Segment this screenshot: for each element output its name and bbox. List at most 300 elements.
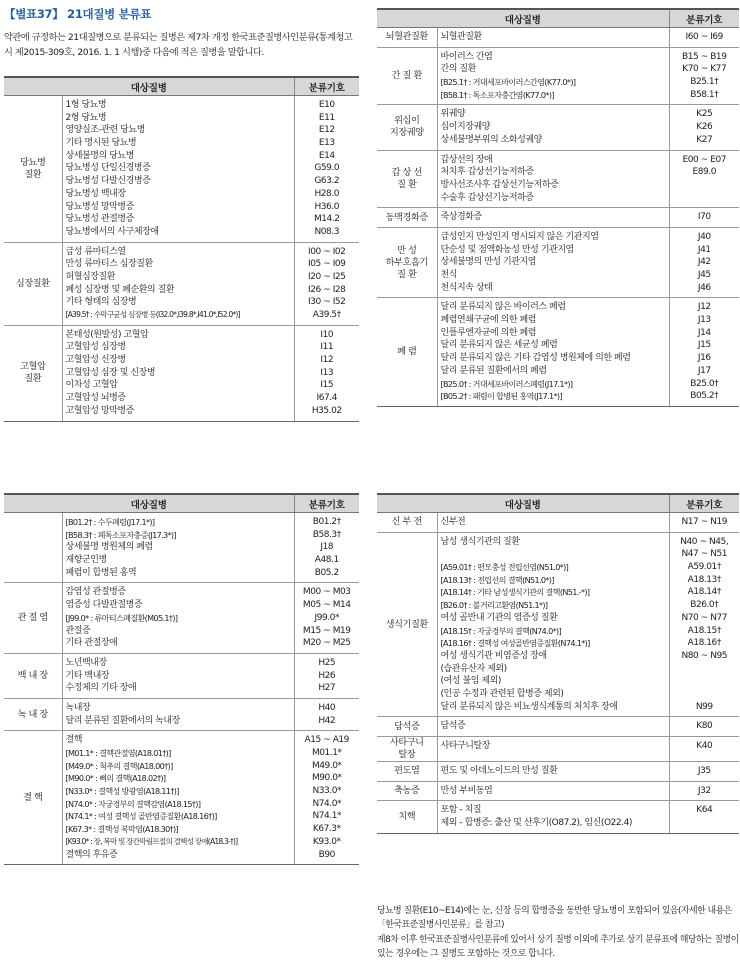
disease-name: 뇌혈관질환 [440,32,482,42]
header-row [377,9,739,28]
disease-name: [N74.1* : 여성 결핵성 골반염증질환(A18.16†)] [65,811,217,822]
header-row [4,494,359,513]
category-cell: 당뇨병 질환 [4,96,62,243]
header-disease: 대상질병 [377,9,669,28]
disease-name: [B01.2† : 수두폐렴(J17.1*)] [65,517,155,527]
code-value: J18 [320,542,334,553]
disease-name: 인플루엔자균에 의한 폐렴 [440,327,537,338]
code-value: I05 ~ I09 [308,259,346,270]
code-value: E12 [318,125,335,136]
disease-name: 갑상선의 장애 [440,154,493,165]
code-value: A59.01† [687,562,721,573]
disease-name: [A18.14† : 기타 남성생식기관의 결핵(N51.-*)] [440,587,590,598]
code-cell [294,242,359,325]
code-value: M90.0* [311,773,342,784]
code-value: I11 [320,342,334,353]
code-cell [294,96,359,243]
category-cell: 만 성 하부호흡기 질 환 [377,227,437,297]
code-value: H36.0 [314,201,340,212]
code-value: H27 [318,683,336,694]
group-row [4,96,359,243]
code-value: A18.15† [687,625,721,636]
disease-name: 달리 분류된 질환에서의 폐렴 [440,365,547,376]
code-value: I13 [320,367,334,378]
group-row [377,513,739,533]
disease-name: 위궤양 [440,109,466,120]
code-cell [669,28,739,48]
code-value: I00 ~ I02 [308,246,346,257]
disease-name: 여성 골반내 기관의 염증성 질환 [440,612,558,623]
disease-cell [437,513,669,533]
code-value: G59.0 [314,163,340,174]
code-value: J41 [697,244,711,255]
code-value: N99 [695,701,713,712]
table-top-left [4,76,359,422]
disease-name: 재향군인병 [65,555,107,566]
group-row [4,513,359,583]
code-cell [294,653,359,698]
disease-cell [437,762,669,782]
code-value: I67.4 [316,393,337,404]
disease-cell [62,325,294,421]
disease-name: 2형 당뇨병 [65,112,107,123]
code-value: K64 [696,805,713,816]
disease-name: 고혈압성 심장 및 신장병 [65,367,156,378]
code-cell [669,801,739,833]
category-cell: 갑 상 선 질 환 [377,150,437,208]
disease-name: [A39.5† : 수막구균성 심장병 등(I32.0*,I39.8*,I41.0*,I52.0*)] [65,310,240,319]
disease-name: 당뇨병에서의 사구체장애 [65,226,159,237]
group-row [377,298,739,407]
disease-name: [B58.3† : 폐톡소포자충증(J17.3*)] [65,529,176,540]
disease-name: [N74.0* : 자궁경부의 결핵감염(A18.15†)] [65,798,201,809]
code-value: I60 ~ I69 [685,32,723,42]
disease-name: 간의 질환 [440,64,476,75]
disease-name: 수정체의 기타 장애 [65,683,137,694]
code-cell [669,737,739,762]
code-value: J40 [697,231,711,242]
disease-name: 십이지장궤양 [440,122,490,133]
disease-name: 기타 형태의 심장병 [65,297,137,308]
disease-name: [A59.01† : 편모충성 전립선염(N51.0*)] [440,562,569,573]
code-cell [294,513,359,583]
header-code: 분류기호 [294,494,359,513]
footnote [377,904,739,962]
code-value: I70 [697,212,711,223]
header-code: 분류기호 [669,9,739,28]
code-value: N40 ~ N45, [680,536,729,547]
code-value: H35.02 [311,405,342,416]
group-row [377,208,739,228]
disease-name: 달리 분류된 질환에서의 녹내장 [65,715,180,726]
disease-name: 수술후 갑상선기능저하증 [440,192,534,203]
code-value: K26 [696,122,713,133]
disease-name: 사타구니탈장 [440,741,490,751]
annex-title: 【별표37】 21대질병 분류표 [4,7,152,21]
disease-name: 달리 분류되지 않은 비뇨생식계통의 처치후 장애 [440,701,618,712]
disease-name: 포함 - 치질 [440,805,482,816]
code-value: B58.1† [690,89,719,100]
footnote-text: 당뇨병 질환(E10~E14)에는 눈, 신장 등의 합병증을 동반한 당뇨병이 포함되어 있음(자세한 내용은「한국표준질병사인분류」를 참고) 제8차 이후 한국표준질병사인분류에 있어서 상기 질병 이외에 추가로 상기 분류표에 해당하는 질병이 있는 경우에는 그 질병도 포함하는 것으로 합니다. [377,906,739,960]
disease-name: 결핵의 후유증 [65,849,118,860]
code-cell [669,105,739,150]
code-value: H25 [318,657,336,668]
code-value: I15 [320,380,334,391]
category-cell: 고혈압 질환 [4,325,62,421]
disease-name: [B25.0† : 거대세포바이러스폐렴(J17.1*)] [440,378,573,389]
code-value: K67.3* [312,824,341,835]
table-bottom-left [4,493,359,865]
disease-name: 패렴이 합병된 홍역 [65,567,137,578]
category-cell: 결 핵 [4,731,62,865]
disease-name: 상세불명 병원체의 폐렴 [65,542,153,553]
category-cell: 심장질환 [4,242,62,325]
code-value: E00 ~ E07 [682,154,726,165]
disease-name: 본태성(원발성) 고혈압 [65,329,149,340]
code-value: J99.0* [314,612,339,623]
disease-name: 녹내장 [65,702,91,713]
disease-cell [62,653,294,698]
disease-name: 상세불명의 당뇨병 [65,150,134,161]
code-value: A18.13† [687,574,721,585]
header-row [377,494,739,513]
category-cell: 녹 내 장 [4,698,62,730]
disease-cell [437,208,669,228]
code-cell [669,781,739,801]
category-cell: 동맥경화증 [377,208,437,228]
disease-name: 천식지속 상태 [440,282,493,293]
code-cell [669,717,739,737]
disease-name: 방사선조사후 갑상선기능저하증 [440,179,559,190]
category-cell [4,513,62,583]
code-value: E13 [318,138,335,149]
code-cell [294,325,359,421]
group-row [377,47,739,105]
disease-name: 감염성 관절병증 [65,587,126,598]
code-cell [294,698,359,730]
code-cell [669,762,739,782]
disease-name: [K67.3* : 결핵성 복막염(A18.30†)] [65,824,179,835]
category-cell: 편도염 [377,762,437,782]
code-value: A18.16† [687,638,721,649]
group-row [377,781,739,801]
code-value: E11 [318,112,335,123]
disease-name: 상세불명부위의 소화성궤양 [440,134,542,145]
code-value: K80 [696,721,713,732]
disease-name: 당뇨병성 다발신경병증 [65,176,151,187]
category-cell: 폐 렴 [377,298,437,407]
code-value: H42 [318,715,336,726]
code-value: B25.0† [690,378,719,389]
disease-name: (습관유산자 제외) [440,663,507,674]
code-cell [669,298,739,407]
header-code: 분류기호 [294,77,359,96]
disease-name: 처치후 갑상선기능저하증 [440,167,534,178]
disease-name: 바이러스 간염 [440,51,493,62]
disease-name: 1형 당뇨병 [65,100,107,110]
disease-cell [62,698,294,730]
code-value: N17 ~ N19 [681,517,728,527]
code-value: I12 [320,355,334,366]
disease-name: 만성 류마티스 심장질환 [65,259,153,270]
disease-name: 담석증 [440,721,466,732]
disease-cell [62,583,294,653]
code-value: N08.3 [314,226,340,237]
table-top-right [377,8,739,407]
disease-name: 달리 분류되지 않은 기타 감염성 병원체에 의한 폐렴 [440,353,631,364]
code-value: J17 [697,365,711,376]
category-cell: 백 내 장 [4,653,62,698]
code-value: M20 ~ M25 [302,638,351,649]
disease-cell [437,781,669,801]
group-row [377,28,739,48]
code-value: I10 [320,329,334,340]
code-value: A15 ~ A19 [304,735,349,746]
disease-cell [437,105,669,150]
disease-name: 폐성 심장병 및 폐순환의 질환 [65,284,175,295]
disease-name: [M90.0* : 뼈의 결핵(A18.02†)] [65,773,166,784]
disease-name: 영양실조-관련 당뇨병 [65,125,145,136]
disease-name: [B26.0† : 볼거리고환염(N51.1*)] [440,600,548,611]
group-row [4,653,359,698]
disease-name: 여성 생식기관 비염증성 장애 [440,650,547,661]
code-value: J15 [697,340,711,351]
code-value: E14 [318,150,335,161]
disease-name: 기타 관절장애 [65,638,118,649]
disease-name: 폐렴연쇄구균에 의한 폐렴 [440,315,537,326]
disease-name: 만성 부비동염 [440,785,493,796]
code-value: B05.2† [690,391,719,402]
code-value: K70 ~ K77 [682,64,727,75]
header-row [4,77,359,96]
disease-name: 고혈압성 신장병 [65,355,126,366]
disease-name: 당뇨병성 망막병증 [65,201,134,212]
disease-cell [437,47,669,105]
disease-name: 결핵 [65,735,82,746]
code-value: N33.0* [312,786,342,797]
disease-name: [N33.0* : 결핵성 방광염(A18.11†)] [65,786,179,797]
group-row [4,325,359,421]
code-value: A48.1 [314,555,339,566]
code-value [670,817,739,830]
disease-name: 남성 생식기관의 질환 [440,536,520,547]
code-value: J12 [697,302,711,313]
disease-cell [437,717,669,737]
code-value: N47 ~ N51 [681,549,728,560]
category-cell: 간 질 환 [377,47,437,105]
disease-name: 달리 분류되지 않은 바이러스 폐렴 [440,302,566,313]
code-value: B90 [318,849,335,860]
code-value: B01.2† [312,517,341,527]
code-cell [669,150,739,208]
code-cell [669,513,739,533]
code-value: M00 ~ M03 [302,587,351,598]
disease-name: [M01.1* : 결핵관절염(A18.01†)] [65,748,171,758]
code-value: J45 [697,270,711,280]
disease-name: 상세불명의 만성 기관지염 [440,257,537,268]
disease-name: 허혈심장질환 [65,271,115,282]
group-row [377,801,739,833]
disease-name: 당뇨병성 관절병증 [65,214,134,225]
code-value: H26 [318,670,336,681]
code-cell [669,208,739,228]
category-cell: 치핵 [377,801,437,833]
disease-cell [437,227,669,297]
code-value: G63.2 [314,176,340,187]
disease-name: [J99.0* : 류마티스폐질환(M05.1†)] [65,612,178,623]
code-cell [294,583,359,653]
disease-name: 제외 - 합병증: 출산 및 산후기(O87.2), 임신(O22.4) [440,818,632,829]
disease-name [441,548,667,561]
code-value [670,192,739,205]
code-cell [294,731,359,865]
code-value: B58.3† [312,529,341,540]
disease-cell [62,731,294,865]
disease-name: [B58.1† : 톡소포자충간염(K77.0*)] [440,89,554,100]
code-value: E89.0 [692,167,716,178]
disease-name: 천식 [440,270,457,280]
code-value: A18.14† [687,587,721,598]
group-row [4,583,359,653]
group-row [377,737,739,762]
category-cell: 축농증 [377,781,437,801]
code-value: H40 [318,702,336,713]
disease-name: [A18.15† : 자궁경부의 결핵(N74.0*)] [440,625,561,636]
table-bottom-right [377,493,739,834]
disease-name: [M49.0* : 척추의 결핵(A18.00†)] [65,760,173,771]
intro-text: 약관에 규정하는 21대질병으로 분류되는 질병은 제7차 개정 한국표준질병사인분류(통계청고시 제2015-309호, 2016. 1. 1 시행)중 다음에 적은 질병을 말합니다. [4,32,353,58]
code-value: N74.1* [312,811,342,822]
code-value: J16 [697,353,711,364]
group-row [4,242,359,325]
category-cell: 사타구니 탈장 [377,737,437,762]
code-value: J14 [697,327,711,338]
disease-name: 달리 분류되지 않은 세균성 폐렴 [440,340,558,351]
code-value: B15 ~ B19 [682,51,727,62]
disease-name: 고혈압성 망막병증 [65,405,134,416]
category-cell: 관 절 염 [4,583,62,653]
code-value: I20 ~ I25 [308,271,346,282]
disease-cell [437,532,669,717]
category-cell: 담석증 [377,717,437,737]
code-value: J32 [697,785,711,796]
disease-name: 급성 류마티스열 [65,246,126,257]
disease-cell [62,242,294,325]
code-cell [669,47,739,105]
code-cell [669,532,739,717]
disease-name: 염증성 다발관절병증 [65,600,143,611]
disease-name: 단순성 및 점액화농성 만성 기관지염 [440,244,574,255]
disease-name: 이차성 고혈압 [65,380,118,391]
disease-name: 기타 백내장 [65,670,110,681]
disease-name: 고혈압성 심장병 [65,342,126,353]
group-row [377,105,739,150]
code-value: N74.0* [312,798,342,809]
code-value: K93.0* [312,836,341,847]
header-disease: 대상질병 [4,77,294,96]
code-value: M14.2 [313,214,340,225]
category-cell: 뇌혈관질환 [377,28,437,48]
code-value [670,179,739,192]
disease-name: 신부전 [440,517,466,527]
code-value: K40 [696,741,713,751]
disease-name: 급성인지 만성인지 명시되지 않은 기관지염 [440,231,599,242]
code-value: M49.0* [311,760,342,771]
code-value: K25 [696,109,713,120]
code-value: H28.0 [314,188,340,199]
category-cell: 생식기질환 [377,532,437,717]
disease-cell [437,737,669,762]
code-value: J13 [697,315,711,326]
disease-cell [437,150,669,208]
disease-name: 기타 명시된 당뇨병 [65,138,137,149]
disease-name: 당뇨병성 백내장 [65,188,126,199]
disease-name: (인공 수정과 관련된 합병증 제외) [440,688,564,699]
code-value: K27 [696,134,713,145]
disease-name: [A18.13† : 전립선의 결핵(N51.0*)] [440,574,554,585]
group-row [377,717,739,737]
disease-name: [A18.16† : 결핵성 여성골반염증질환(N74.1*)] [440,638,590,649]
disease-cell [62,96,294,243]
disease-name: 관절증 [65,625,91,636]
disease-name: 편도 및 아데노이드의 만성 질환 [440,766,558,776]
code-value [670,675,739,688]
code-value: A39.5† [312,310,341,320]
header-disease: 대상질병 [4,494,294,513]
disease-name: 노년백내장 [65,657,107,668]
header-disease: 대상질병 [377,494,669,513]
disease-name: 죽상경화증 [440,212,482,223]
disease-name: [K93.0* : 장, 복막 및 장간막림프절의 결핵성 장애(A18.3-†)] [65,836,238,846]
code-value: I30 ~ I52 [308,297,346,308]
code-value [670,663,739,676]
disease-cell [437,298,669,407]
code-value: J35 [697,766,711,776]
code-value: N80 ~ N95 [681,650,728,661]
group-row [377,227,739,297]
disease-cell [437,28,669,48]
group-row [4,731,359,865]
code-value: B26.0† [690,600,719,611]
code-cell [669,227,739,297]
header-code: 분류기호 [669,494,739,513]
code-value: B05.2 [314,567,339,578]
disease-cell [62,513,294,583]
disease-cell [437,801,669,833]
code-value: I26 ~ I28 [308,284,346,295]
code-value [670,688,739,701]
group-row [4,698,359,730]
disease-name: [B05.2† : 패렴이 합병된 홍역(J17.1*)] [440,391,562,402]
disease-name: 당뇨병성 단일신경병증 [65,163,151,174]
code-value: N70 ~ N77 [681,612,728,623]
group-row [377,532,739,717]
category-cell: 신 부 전 [377,513,437,533]
code-value: M15 ~ M19 [302,625,351,636]
category-cell: 위십이 지장궤양 [377,105,437,150]
code-value: M05 ~ M14 [302,600,351,611]
disease-name: [B25.1† : 거대세포바이러스간염(K77.0*)] [440,77,576,88]
code-value: J42 [697,257,711,268]
code-value: B25.1† [690,77,719,88]
group-row [377,762,739,782]
group-row [377,150,739,208]
code-value: E10 [318,100,335,110]
disease-name: (여성 불임 제외) [440,676,501,687]
disease-name: 고혈압성 뇌병증 [65,393,126,404]
code-value: J46 [697,282,711,293]
code-value: M01.1* [311,748,342,758]
